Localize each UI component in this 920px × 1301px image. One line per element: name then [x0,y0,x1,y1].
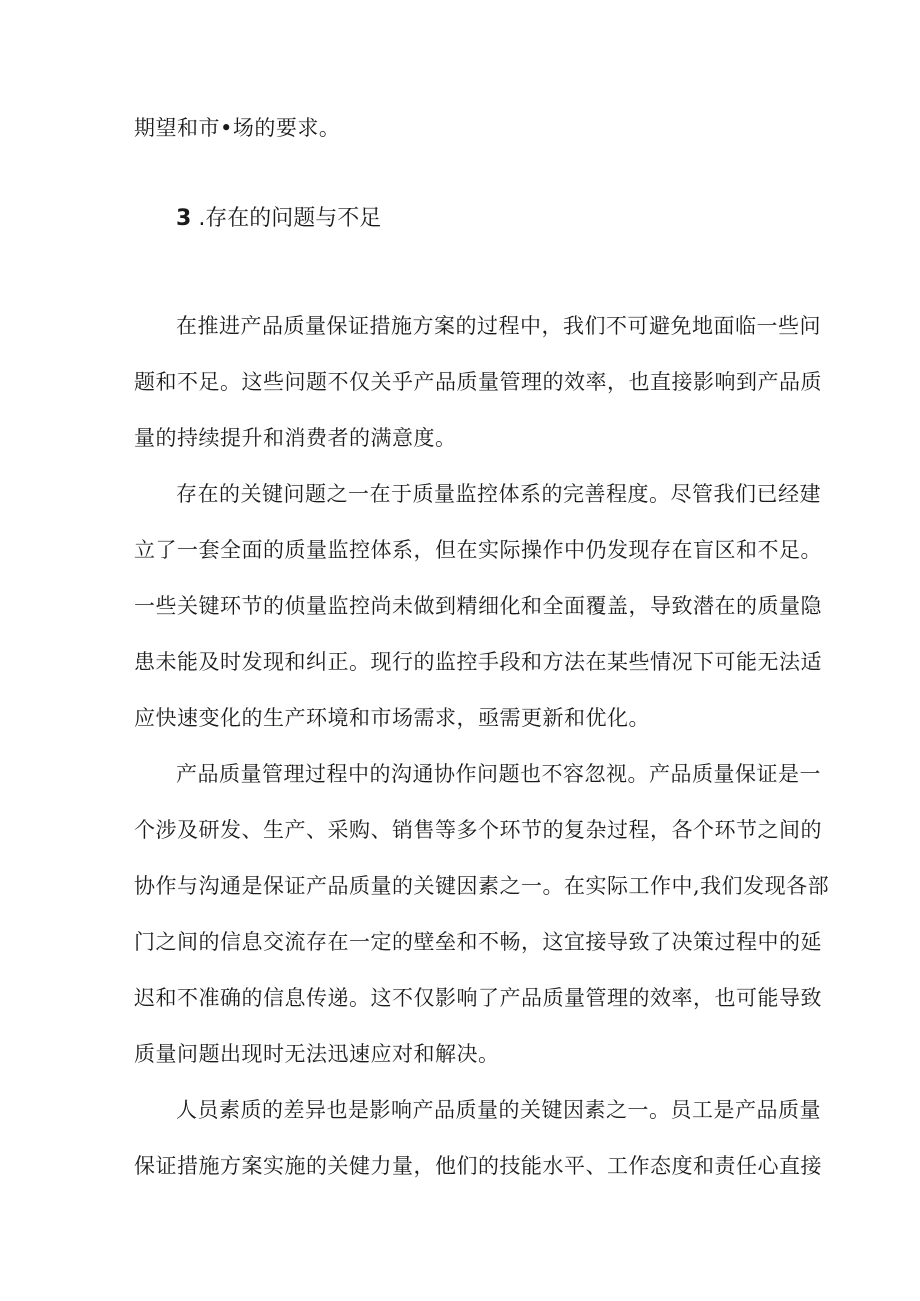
paragraph-1-line-2: 题和不足。这些问题不仅关乎产品质量管理的效率，也直接影响到产品质 [134,370,822,394]
paragraph-2-line-5: 应快速变化的生产环境和市场需求，亟需更新和优化。 [134,706,650,730]
paragraph-1-line-1: 在推进产品质量保证措施方案的过程中，我们不可避免地面临一些问 [176,314,821,338]
paragraph-2-line-1: 存在的关键问题之一在于质量监控体系的完善程度。尽管我们已经建 [176,482,821,506]
section-heading: 3​ .存在的问题与不足 [176,206,382,231]
paragraph-4-line-2: 保证措施方案实施的关健力量，他们的技能水平、工作态度和责任心直接 [134,1154,822,1178]
intro-tail-line: 期望和市•场的要求。 [134,116,341,140]
section-title: .存在的问题与不足 [198,206,382,231]
paragraph-2-line-2: 立了一套全面的质量监控体系，但在实际操作中仍发现存在盲区和不足。 [134,538,822,562]
paragraph-2-line-4: 患未能及时发现和纠正。现行的监控手段和方法在某些情况下可能无法适 [134,650,822,674]
paragraph-1-line-3: 量的持续提升和消费者的满意度。 [134,426,457,450]
section-number: 3 [176,206,192,231]
paragraph-3-line-4: 门之间的信息交流存在一定的壁垒和不畅，这宜接导致了决策过程中的延 [134,930,822,954]
paragraph-3-line-3: 协作与沟通是保证产品质量的关键因素之一。在实际工作中,我们发现各部 [134,874,830,898]
paragraph-3-line-2: 个涉及研发、生产、采购、销售等多个环节的复杂过程，各个环节之间的 [134,818,822,842]
paragraph-4-line-1: 人员素质的差异也是影响产品质量的关键因素之一。员工是产品质量 [176,1098,821,1122]
paragraph-3-line-6: 质量问题出现时无法迅速应对和解决。 [134,1042,500,1066]
paragraph-3-line-5: 迟和不准确的信息传递。这不仅影响了产品质量管理的效率，也可能导致 [134,986,822,1010]
paragraph-3-line-1: 产品质量管理过程中的沟通协作问题也不容忽视。产品质量保证是一 [176,762,821,786]
paragraph-2-line-3: 一些关键环节的侦量监控尚未做到精细化和全面覆盖，导致潜在的质量隐 [134,594,822,618]
